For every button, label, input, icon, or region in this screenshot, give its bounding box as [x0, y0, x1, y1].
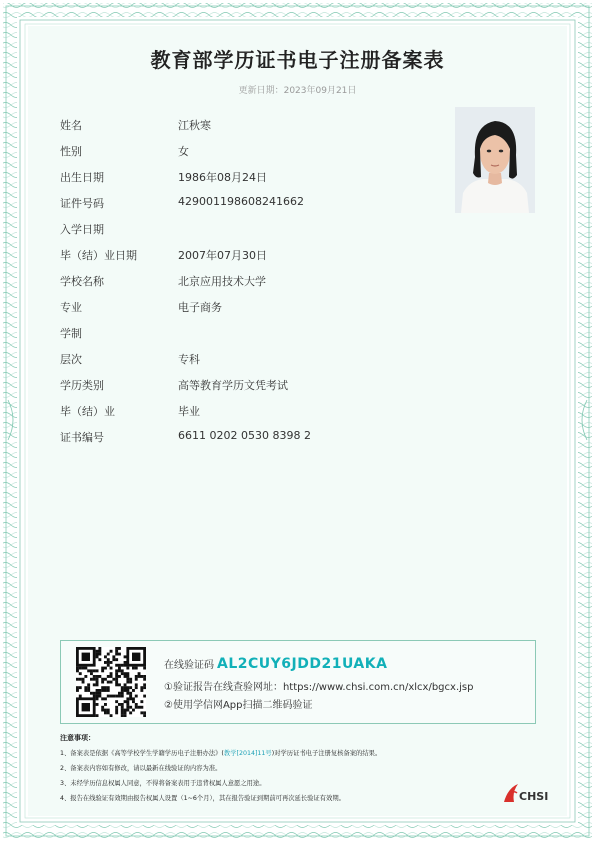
id-photo — [455, 107, 535, 213]
field-value: 6611 0202 0530 8398 2 — [178, 429, 311, 442]
note-1-text-end: )对学历证书电子注册复核备案的结果。 — [271, 750, 382, 757]
field-label: 证件号码 — [60, 197, 104, 210]
field-value: 429001198608241662 — [178, 195, 304, 208]
field-label: 毕（结）业日期 — [60, 249, 137, 262]
logo-text: CHSI — [519, 790, 549, 803]
note-1-text: 1、备案表是依据《高等学校学生学籍学历电子注册办法》( — [60, 750, 224, 757]
field-label: 专业 — [60, 301, 82, 314]
note-4: 4、报告在线验证有效期由报告权属人设置（1~6个月），其在报告验证到期前可再次延长验证有效期。 — [60, 795, 345, 802]
field-label: 学校名称 — [60, 275, 104, 288]
field-label: 证书编号 — [60, 431, 104, 444]
verification-url-line: ①验证报告在线查验网址：https://www.chsi.com.cn/xlcx/bgcx.jsp — [164, 682, 474, 693]
qr-code-icon[interactable] — [76, 647, 146, 717]
notes-section — [60, 731, 540, 806]
field-value: 北京应用技术大学 — [178, 275, 266, 288]
field-value: 毕业 — [178, 405, 200, 418]
note-3: 3、未经学历信息权属人同意，不得将备案表用于违背权属人意愿之用途。 — [60, 780, 266, 787]
note-1 — [60, 746, 540, 761]
field-label: 学历类别 — [60, 379, 104, 392]
verification-box — [60, 640, 536, 724]
note-2: 2、备案表内容如有修改，请以最新在线验证的内容为准。 — [60, 765, 222, 772]
field-label: 性别 — [60, 145, 82, 158]
verification-code-label: 在线验证码 — [164, 660, 214, 671]
verification-app-line: ②使用学信网App扫描二维码验证 — [164, 700, 313, 711]
field-label: 出生日期 — [60, 171, 104, 184]
verification-code: AL2CUY6JDD21UAKA — [217, 656, 388, 672]
page-title: 教育部学历证书电子注册备案表 — [150, 48, 445, 72]
verification-code-line — [164, 656, 387, 672]
field-value: 电子商务 — [178, 301, 222, 314]
field-value: 女 — [178, 145, 189, 158]
field-label: 姓名 — [60, 119, 82, 132]
regulation-link[interactable]: 教学[2014]11号 — [223, 750, 272, 757]
field-value: 高等教育学历文凭考试 — [178, 379, 288, 392]
field-value: 江秋寒 — [178, 119, 211, 132]
notes-heading: 注意事项： — [60, 734, 95, 742]
field-label: 入学日期 — [60, 223, 104, 236]
field-value: 2007年07月30日 — [178, 249, 267, 262]
field-label: 学制 — [60, 327, 82, 340]
field-value: 1986年08月24日 — [178, 171, 267, 184]
field-label: 层次 — [60, 353, 82, 366]
field-value: 专科 — [178, 353, 200, 366]
field-label: 毕（结）业 — [60, 405, 115, 418]
update-date: 更新日期：2023年09月21日 — [238, 86, 357, 96]
